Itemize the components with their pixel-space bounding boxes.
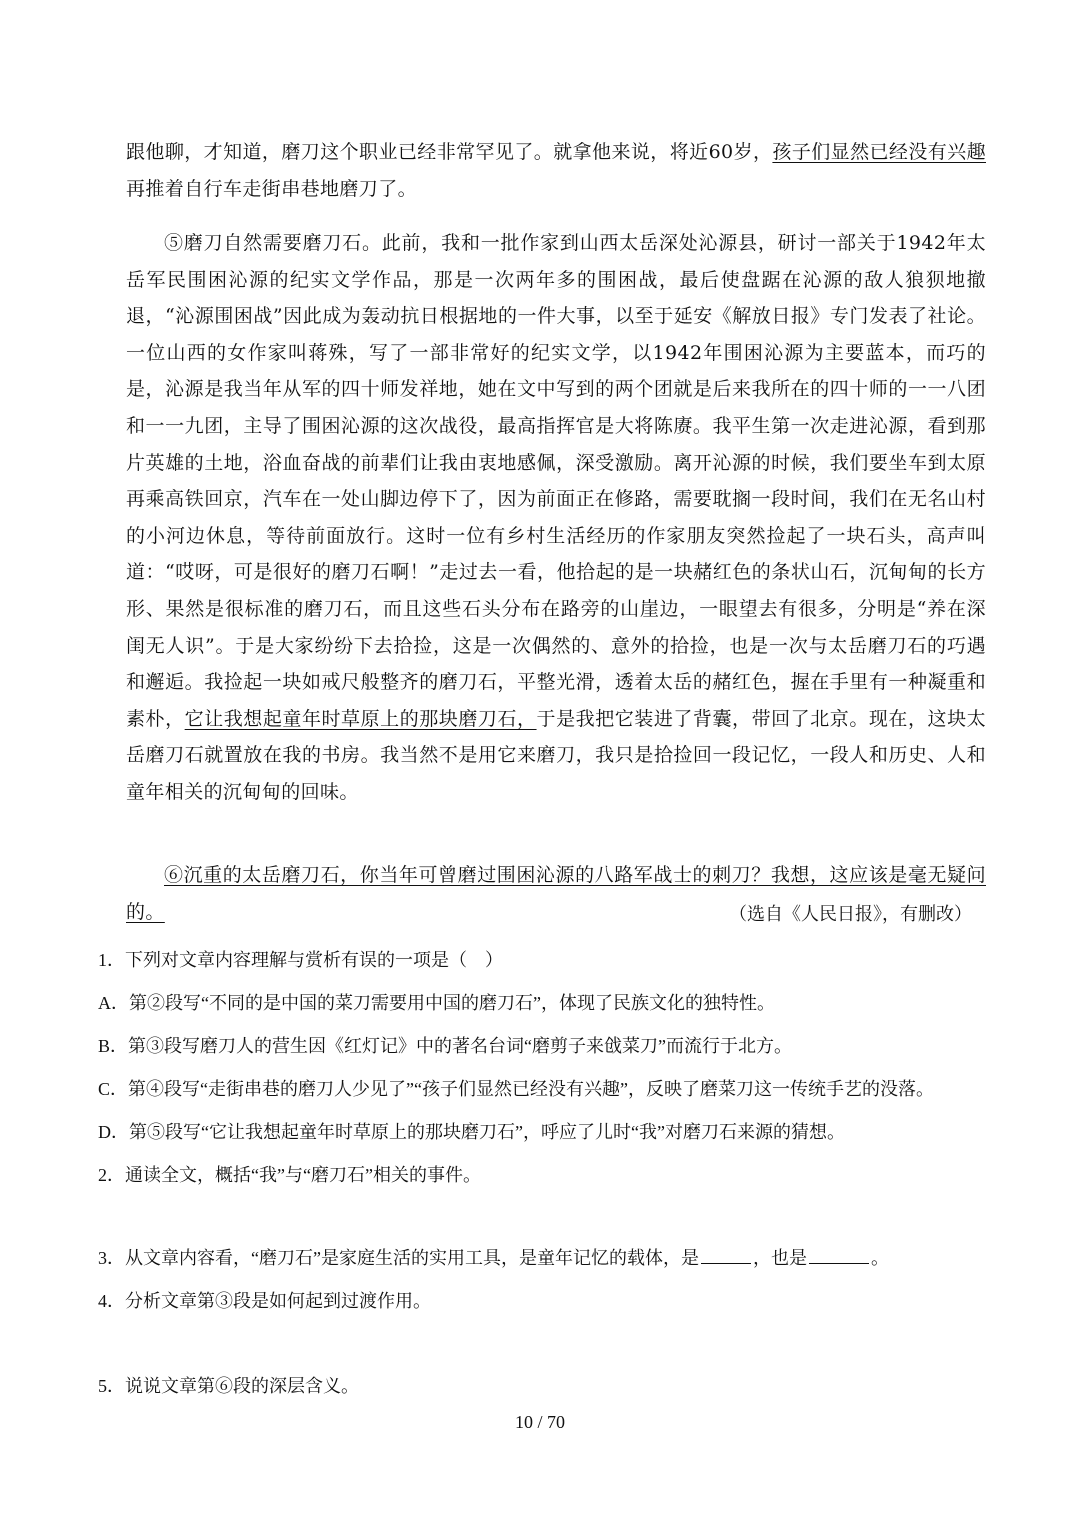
p4-underlined-phrase: 孩子们显然已经没有兴趣 <box>772 141 986 163</box>
page-number: 10 / 70 <box>514 1412 565 1432</box>
p5-text-a: ⑤磨刀自然需要磨刀石。此前，我和一批作家到山西太岳深处沁源县，研讨一部关于1942年太岳军民围困沁源的纪实文学作品，那是一次两年多的围困战，最后使盘踞在沁源的敌人狼狈地撤退，“沁源围困战”因此成为轰动抗日根据地的一件大事，以至于延安《解放日报》专门发表了社论。一位山西的女作家叫蒋殊，写了一部非常好的纪实文学，以1942年围困沁源为主要蓝本，而巧的是，沁源是我当年从军的四十师发祥地，她在文中写到的两个团就是后来我所在的四十师的一一八团和一一九团，主导了围困沁源的这次战役，最高指挥官是大将陈赓。我平生第一次走进沁源，看到那片英雄的土地，浴血奋战的前辈们让我由衷地感佩，深受激励。离开沁源的时候，我们要坐车到太原再乘高铁回京，汽车在一处山脚边停下了，因为前面正在修路，需要耽搁一段时间，我们在无名山村的小河边休息，等待前面放行。这时一位有乡村生活经历的作家朋友突然捡起了一块石头，高声叫道：“哎呀，可是很好的磨刀石啊！”走过去一看，他拾起的是一块赭红色的条状山石，沉甸甸的长方形、果然是很标准的磨刀石，而且这些石头分布在路旁的山崖边，一眼望去有很多，分明是“养在深闺无人识”。于是大家纷纷下去拾捡，这是一次偶然的、意外的拾捡，也是一次与太岳磨刀石的巧遇和邂逅。我捡起一块如戒尺般整齐的磨刀石，平整光滑，透着太岳的赭红色，握在手里有一种凝重和素朴， <box>126 232 986 730</box>
question-1-option-a: A．第②段写“不同的是中国的菜刀需要用中国的磨刀石”，体现了民族文化的独特性。 <box>98 993 775 1013</box>
p5-text-b: 于是我把它装进了背囊，带回了北京。现在，这块太岳磨刀石就置放在我的书房。我当然不是用它来磨刀，我只是拾捡回一段记忆，一段人和历史、人和童年相关的沉甸甸的回味。 <box>126 707 987 803</box>
answer-blank-1 <box>701 1247 751 1264</box>
p5-underlined-phrase: 它让我想起童年时草原上的那块磨刀石， <box>184 707 537 730</box>
paragraph-4-end <box>126 134 986 207</box>
q3-text-b: ，也是 <box>752 1248 807 1268</box>
question-1-option-d: D．第⑤段写“它让我想起童年时草原上的那块磨刀石”，呼应了儿时“我”对磨刀石来源的猜想。 <box>98 1122 845 1142</box>
question-2: 2．通读全文，概括“我”与“磨刀石”相关的事件。 <box>98 1165 481 1185</box>
answer-blank-2 <box>809 1247 869 1264</box>
question-5: 5．说说文章第⑥段的深层含义。 <box>98 1376 359 1396</box>
q3-text-c: 。 <box>870 1248 889 1268</box>
question-1-option-c: C．第④段写“走街串巷的磨刀人少见了”“孩子们显然已经没有兴趣”，反映了磨菜刀这一传统手艺的没落。 <box>98 1079 934 1099</box>
question-3 <box>98 1243 998 1273</box>
question-4: 4．分析文章第③段是如何起到过渡作用。 <box>98 1291 431 1311</box>
q3-text-a: 3．从文章内容看，“磨刀石”是家庭生活的实用工具，是童年记忆的载体，是 <box>98 1248 699 1268</box>
question-1-option-b: B．第③段写磨刀人的营生因《红灯记》中的著名台词“磨剪子来戗菜刀”而流行于北方。 <box>98 1036 792 1056</box>
p4-text-b: 再推着自行车走街串巷地磨刀了。 <box>126 177 418 200</box>
question-1: 1．下列对文章内容理解与赏析有误的一项是（ ） <box>98 950 503 970</box>
p4-text-a: 跟他聊，才知道，磨刀这个职业已经非常罕见了。就拿他来说，将近60岁， <box>126 141 773 163</box>
paragraph-6: ⑥沉重的太岳磨刀石，你当年可曾磨过围困沁源的八路军战士的刺刀？我想，这应该是毫无疑问的。 <box>126 864 986 923</box>
paragraph-5 <box>126 225 986 811</box>
source-citation: （选自《人民日报》，有删改） <box>729 904 972 925</box>
